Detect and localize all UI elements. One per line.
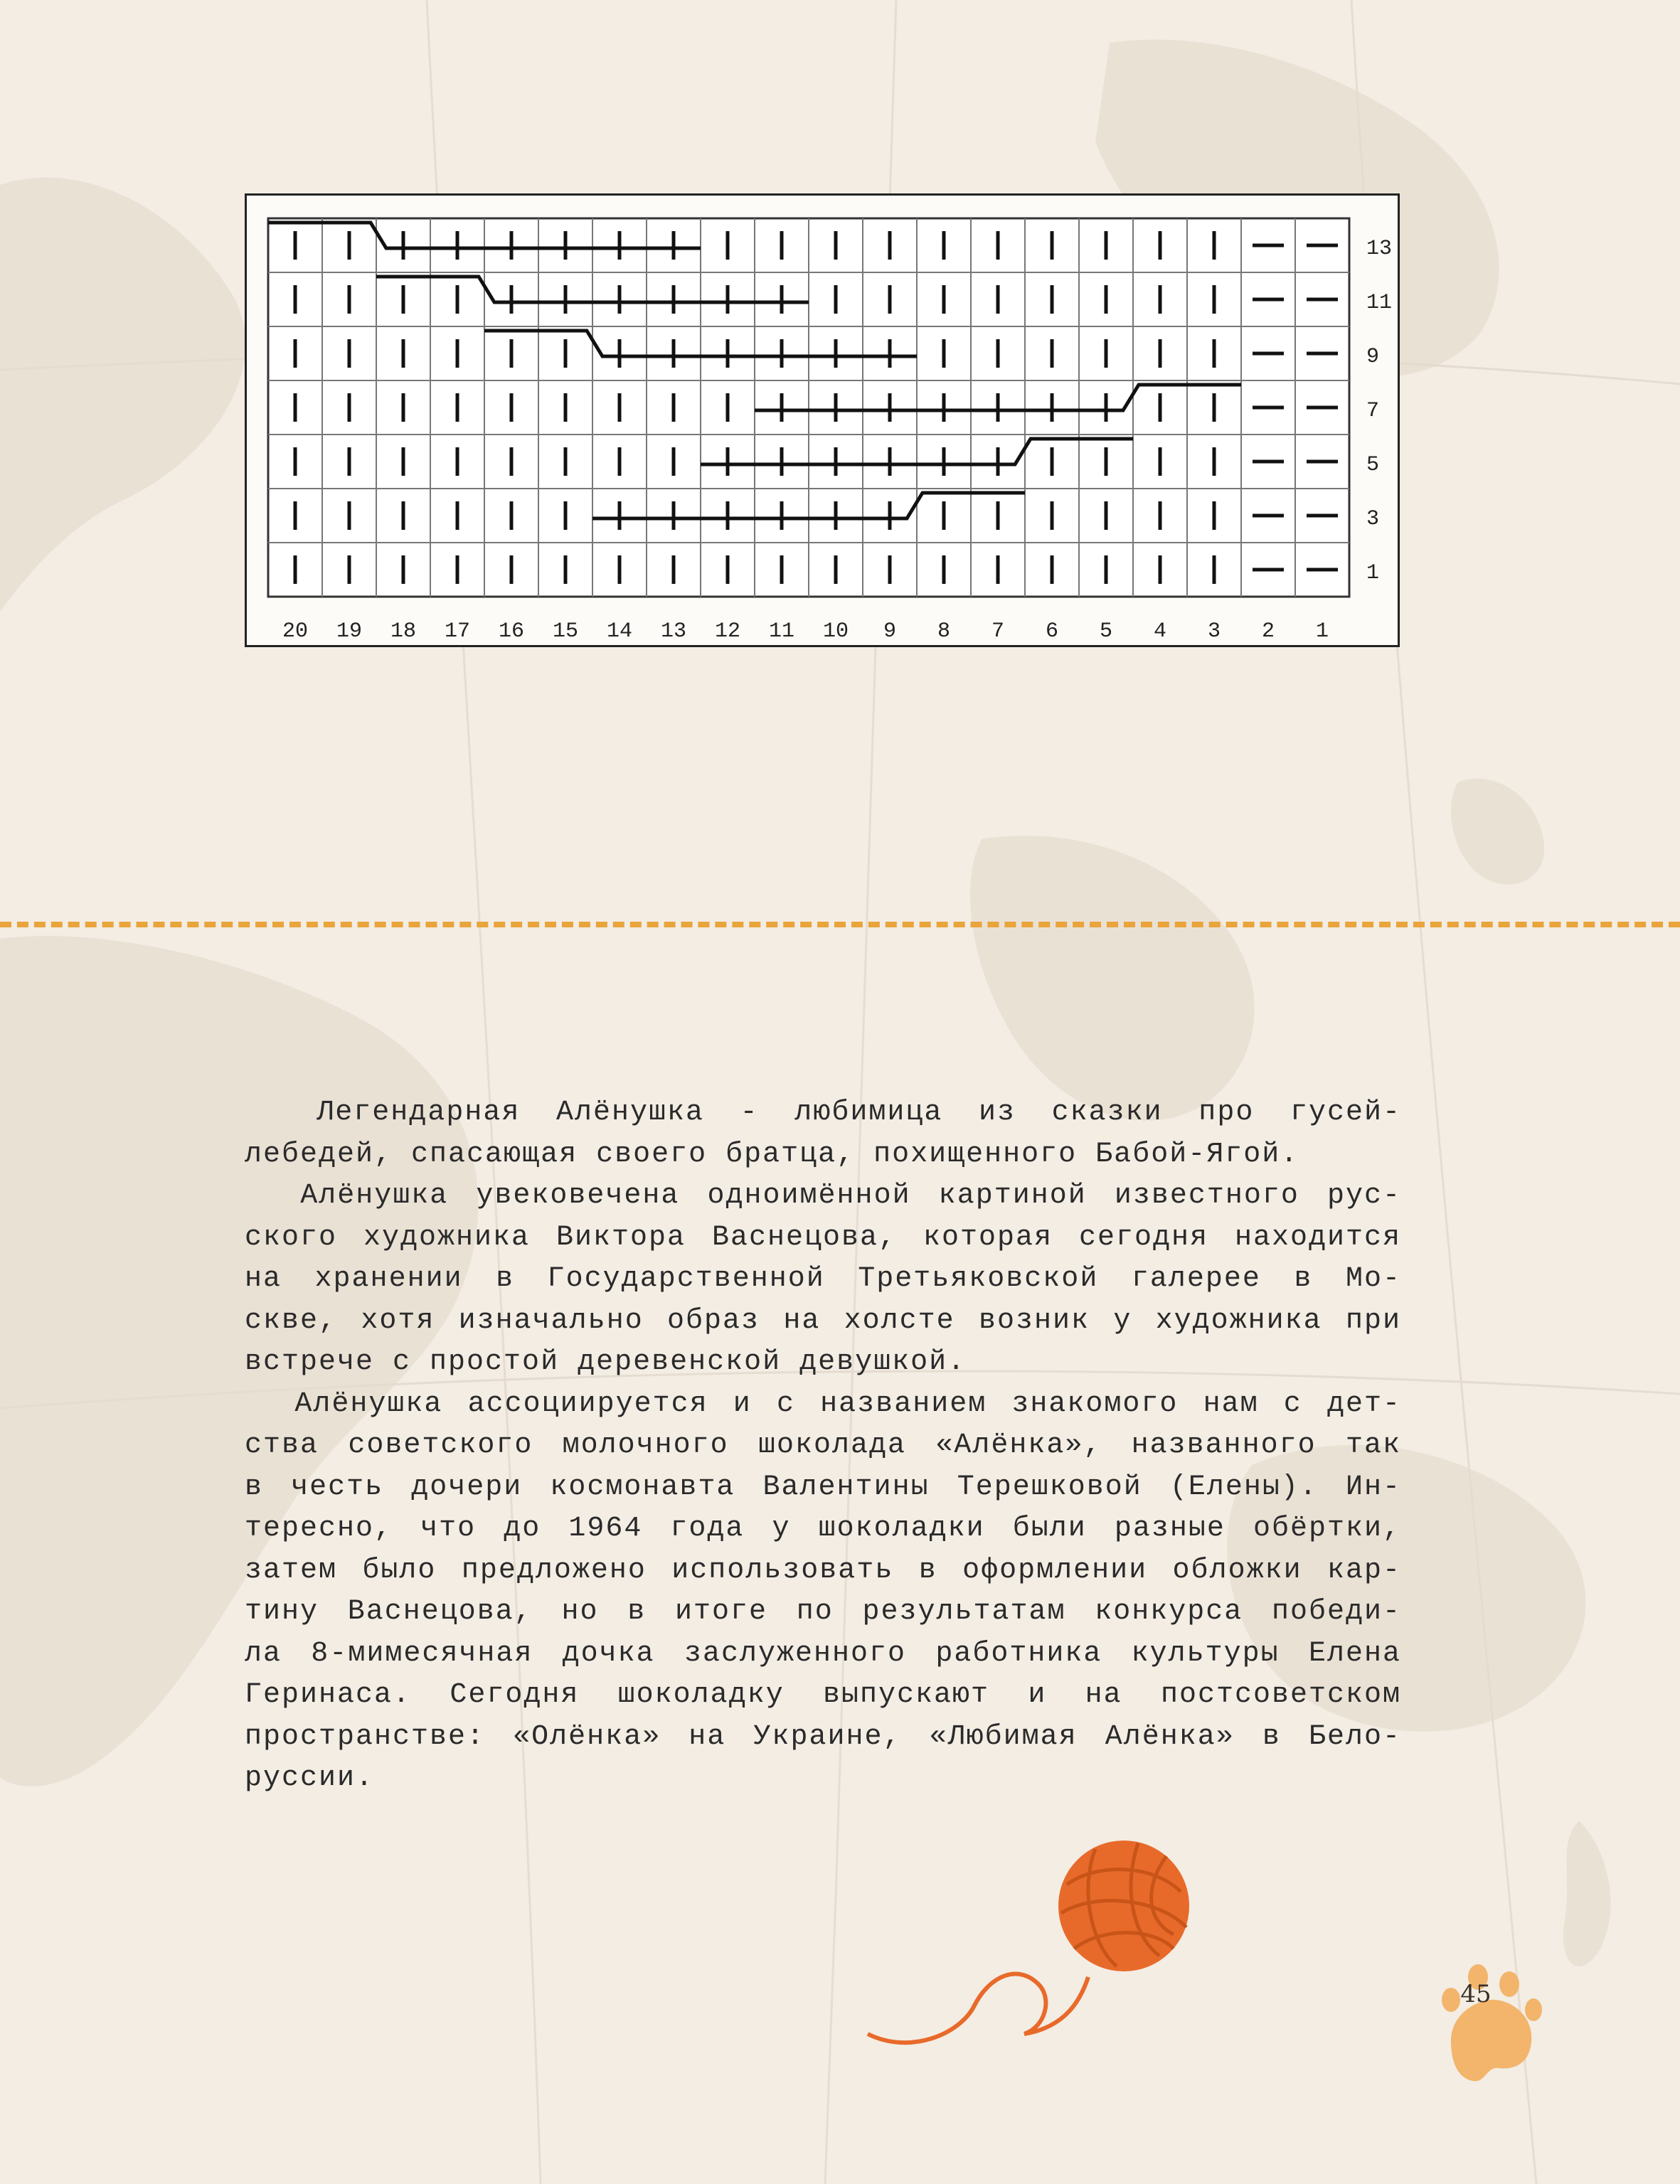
article-text xyxy=(245,1092,1401,1800)
article-line: пространстве: «Олёнка» на Украине, «Любимая Алёнка» в Бело- xyxy=(245,1720,1401,1753)
column-label: 11 xyxy=(768,619,795,644)
column-label: 4 xyxy=(1153,619,1167,644)
column-label: 5 xyxy=(1099,619,1113,644)
article-line: тересно, что до 1964 года у шоколадки были разные обёртки, xyxy=(245,1513,1401,1545)
yarn-ball-icon xyxy=(854,1821,1223,2062)
knitting-chart xyxy=(245,193,1400,647)
article-line: встрече с простой деревенской девушкой. xyxy=(245,1346,967,1378)
row-label: 7 xyxy=(1366,399,1380,423)
column-label: 9 xyxy=(883,619,897,644)
article-line: в честь дочери космонавта Валентины Терешковой (Елены). Ин- xyxy=(245,1471,1401,1503)
article-line: ла 8-мимесячная дочка заслуженного работника культуры Елена xyxy=(245,1637,1401,1670)
row-label: 11 xyxy=(1366,291,1393,315)
column-label: 12 xyxy=(714,619,741,644)
knitting-chart-svg xyxy=(247,196,1398,645)
column-label: 1 xyxy=(1315,619,1329,644)
column-label: 15 xyxy=(552,619,579,644)
column-label: 10 xyxy=(822,619,849,644)
column-label: 19 xyxy=(336,619,363,644)
article-line: Легендарная Алёнушка - любимица из сказки про гусей- xyxy=(245,1097,1401,1129)
article-line: Геринаса. Сегодня шоколадку выпускают и на постсоветском xyxy=(245,1679,1401,1711)
article-line: лебедей, спасающая своего братца, похищенного Бабой-Ягой. xyxy=(245,1138,1299,1171)
page-number: 45 xyxy=(1460,1980,1492,2008)
column-label: 17 xyxy=(444,619,471,644)
article-line: Алёнушка увековечена одноимённой картиной известного рус- xyxy=(245,1180,1401,1212)
row-label: 3 xyxy=(1366,507,1380,531)
row-label: 1 xyxy=(1366,561,1380,585)
row-label: 13 xyxy=(1366,237,1393,261)
article-line: ства советского молочного шоколада «Алёнка», названного так xyxy=(245,1429,1401,1461)
column-label: 14 xyxy=(606,619,633,644)
column-label: 8 xyxy=(937,619,951,644)
article-line: затем было предложено использовать в оформлении обложки кар- xyxy=(245,1554,1401,1587)
row-label: 5 xyxy=(1366,453,1380,477)
dashed-divider xyxy=(0,922,1680,927)
article-line: руссии. xyxy=(245,1762,375,1794)
column-label: 20 xyxy=(282,619,309,644)
column-label: 13 xyxy=(660,619,687,644)
column-label: 18 xyxy=(390,619,417,644)
column-label: 7 xyxy=(991,619,1005,644)
article-line: ского художника Виктора Васнецова, которая сегодня находится xyxy=(245,1221,1401,1254)
article-line: Алёнушка ассоциируется и с названием знакомого нам с дет- xyxy=(245,1387,1401,1420)
row-label: 9 xyxy=(1366,345,1380,369)
column-label: 6 xyxy=(1045,619,1059,644)
column-label: 3 xyxy=(1207,619,1221,644)
column-label: 16 xyxy=(498,619,525,644)
article-line: тину Васнецова, но в итоге по результатам конкурса победи- xyxy=(245,1596,1401,1628)
column-label: 2 xyxy=(1261,619,1275,644)
article-line: на хранении в Государственной Третьяковской галерее в Мо- xyxy=(245,1263,1401,1295)
article-line: скве, хотя изначально образ на холсте возник у художника при xyxy=(245,1304,1401,1337)
